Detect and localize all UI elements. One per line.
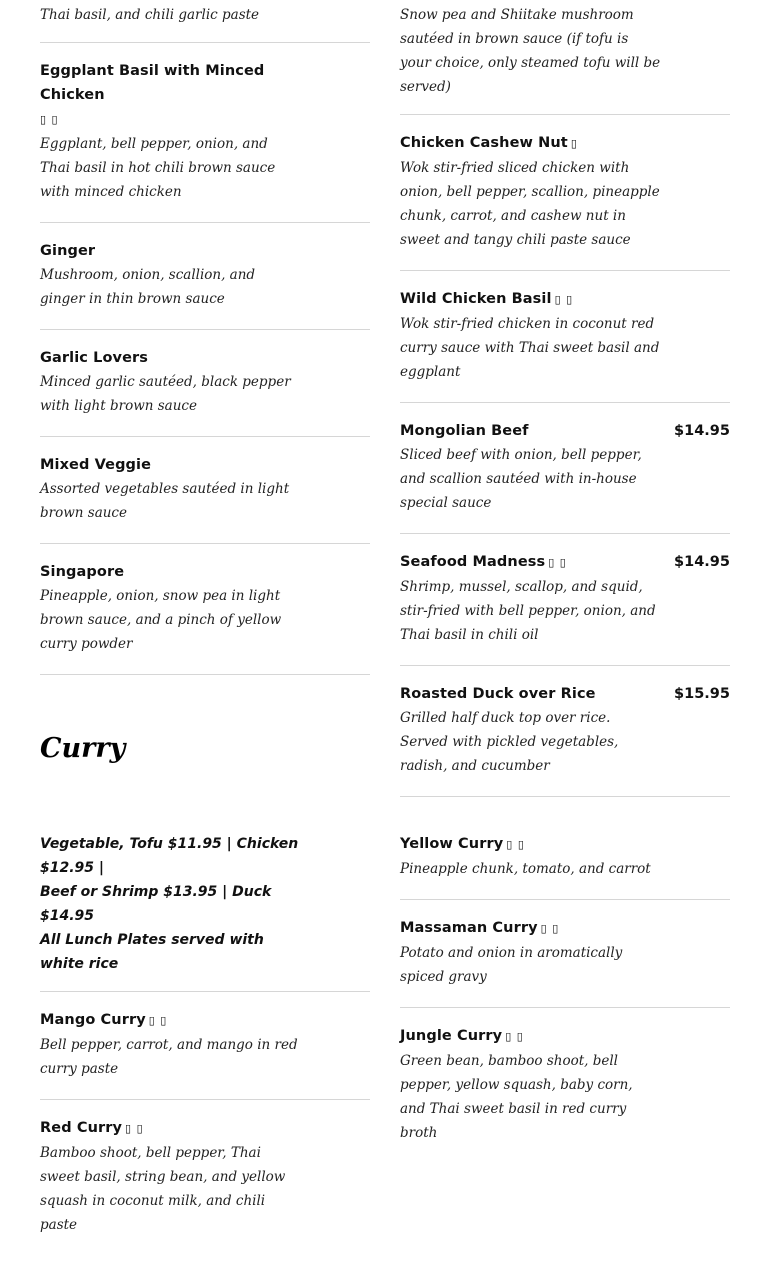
menu-item-name: Jungle Curry ▯ ▯: [400, 1028, 524, 1044]
menu-item-description: Grilled half duck top over rice. Served with pickled vegetables, radish, and cucumber: [400, 710, 619, 774]
menu-item-description: Minced garlic sautéed, black pepper with light brown sauce: [40, 374, 291, 414]
menu-item-description: Shrimp, mussel, scallop, and squid, stir-fried with bell pepper, onion, and Thai basil in chili oil: [400, 579, 656, 643]
chili-icon: ▯ ▯: [540, 922, 560, 935]
menu-item-description: Green bean, bamboo shoot, bell pepper, yellow squash, baby corn, and Thai sweet basil in red curry broth: [400, 1053, 633, 1141]
menu-item-name: Eggplant Basil with Minced Chicken ▯ ▯: [40, 63, 265, 126]
chili-icon: ▯ ▯: [148, 1014, 168, 1027]
chili-icon: ▯ ▯: [125, 1122, 144, 1135]
menu-item-wild-chicken-basil: [400, 287, 730, 403]
curry-pricing-line: Beef or Shrimp $13.95 | Duck $14.95: [40, 884, 272, 924]
menu-item-name: Mongolian Beef: [400, 423, 529, 439]
menu-item-massaman-curry: [400, 916, 730, 1008]
menu-item-description: Pineapple, onion, snow pea in light brown sauce, and a pinch of yellow curry powder: [40, 588, 282, 652]
chili-icon: ▯ ▯: [505, 1030, 524, 1043]
menu-item-mango-curry: [40, 1008, 370, 1100]
menu-item-eggplant-basil: [40, 59, 370, 223]
menu-item-mongolian-beef: [400, 419, 730, 534]
curry-left-column: [40, 832, 370, 1271]
menu-item-mixed-veggie: [40, 453, 370, 544]
menu-item-description: Thai basil, and chili garlic paste: [40, 3, 370, 43]
menu-item-name: Mixed Veggie: [40, 457, 152, 473]
menu-item-name: Singapore: [40, 564, 125, 580]
menu-item-description: Assorted vegetables sautéed in light brown sauce: [40, 481, 290, 521]
menu-item-jungle-curry: [400, 1024, 730, 1163]
menu-item-description: Eggplant, bell pepper, onion, and Thai basil in hot chili brown sauce with minced chicken: [40, 136, 276, 200]
curry-pricing-line: Vegetable, Tofu $11.95 | Chicken $12.95 |: [40, 836, 299, 876]
menu-item-name: Yellow Curry ▯ ▯: [400, 836, 525, 852]
menu-item-description: Snow pea and Shiitake mushroom sautéed in brown sauce (if tofu is your choice, only steamed tofu will be served): [400, 3, 730, 115]
menu-item-chicken-cashew-nut: [400, 131, 730, 271]
chili-icon: ▯ ▯: [548, 556, 567, 569]
menu-item-description: Potato and onion in aromatically spiced gravy: [400, 945, 623, 985]
chili-icon: ▯ ▯: [554, 293, 574, 306]
section-title-curry: Curry: [40, 733, 126, 764]
menu-item-name: Roasted Duck over Rice: [400, 686, 596, 702]
menu-item-name: Red Curry ▯ ▯: [40, 1120, 144, 1136]
menu-item-description: Sliced beef with onion, bell pepper, and scallion sautéed with in-house special sauce: [400, 447, 642, 511]
menu-item-yellow-curry: [400, 832, 730, 900]
curry-rice-note: All Lunch Plates served with white rice: [40, 932, 264, 972]
menu-item-name: Mango Curry ▯ ▯: [40, 1012, 168, 1028]
menu-item-description: Bamboo shoot, bell pepper, Thai sweet basil, string bean, and yellow squash in coconut milk, and chili paste: [40, 1145, 286, 1233]
menu-item-price: $14.95: [674, 423, 730, 439]
menu-item-name: Garlic Lovers: [40, 350, 148, 366]
menu-item-name: Massaman Curry ▯ ▯: [400, 920, 560, 936]
menu-item-price: $14.95: [674, 554, 730, 570]
curry-right-column: [400, 832, 730, 1179]
curry-pricing-info: [40, 832, 370, 992]
menu-item-name: Ginger: [40, 243, 96, 259]
menu-item-description: Pineapple chunk, tomato, and carrot: [400, 861, 651, 877]
stir-fry-right-column: [400, 3, 730, 813]
menu-item-name: Wild Chicken Basil ▯ ▯: [400, 291, 574, 307]
menu-item-description: Bell pepper, carrot, and mango in red curry paste: [40, 1037, 298, 1077]
chili-icon: ▯ ▯: [506, 838, 525, 851]
menu-item-red-curry: [40, 1116, 370, 1255]
chili-icon: ▯: [570, 137, 578, 150]
menu-item-price: $15.95: [674, 686, 730, 702]
menu-item-description: Mushroom, onion, scallion, and ginger in thin brown sauce: [40, 267, 256, 307]
menu-item-name: Seafood Madness ▯ ▯: [400, 554, 567, 570]
menu-item-roasted-duck: [400, 682, 730, 797]
menu-item-description: Wok stir-fried chicken in coconut red curry sauce with Thai sweet basil and eggplant: [400, 316, 660, 380]
menu-item-garlic-lovers: [40, 346, 370, 437]
stir-fry-left-column: [40, 3, 370, 691]
menu-item-name: Chicken Cashew Nut ▯: [400, 135, 578, 151]
menu-item-description: Wok stir-fried sliced chicken with onion, bell pepper, scallion, pineapple chunk, carrot, and cashew nut in sweet and tangy chili paste sauce: [400, 160, 660, 248]
menu-item-singapore: [40, 560, 370, 675]
chili-icon: ▯ ▯: [40, 113, 59, 126]
menu-item-ginger: [40, 239, 370, 330]
menu-item-seafood-madness: [400, 550, 730, 666]
